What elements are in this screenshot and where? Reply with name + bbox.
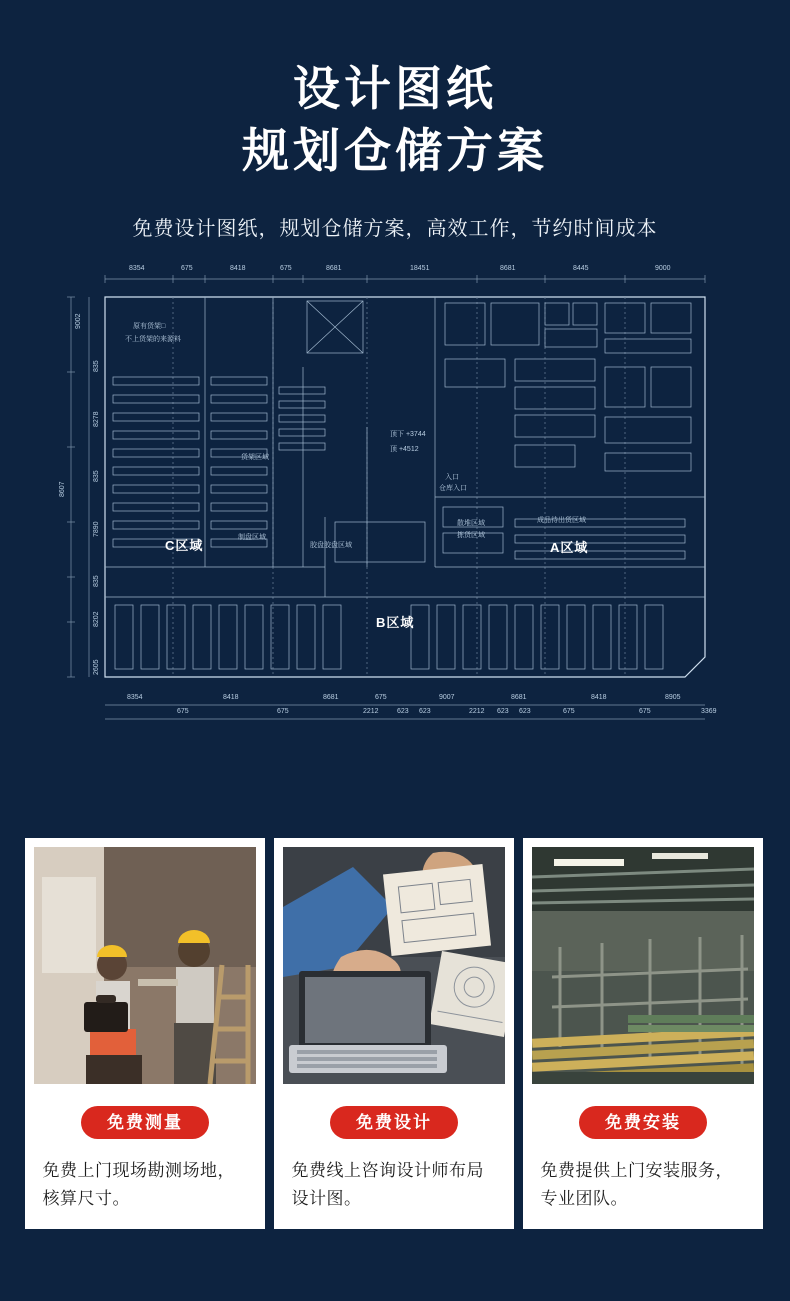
blueprint-dim-bottom-6: 2212 [363,708,379,716]
card-text-measurement: 免费上门现场勘测场地，核算尺寸。 [42,1161,235,1209]
blueprint-dim-bottom-9: 623 [419,708,431,716]
page-subtitle: 免费设计图纸，规划仓储方案，高效工作，节约时间成本 [132,218,658,241]
blueprint-dim-top-4: 675 [280,265,292,273]
blueprint-annotation-ceiling-low: 顶下 +3744 [390,431,426,439]
design-drafting-photo [283,847,505,1084]
blueprint-zone-b: B区域 [376,615,415,631]
blueprint-dim-top-5: 8681 [326,265,342,273]
page-header [0,0,790,241]
blueprint-zone-c: C区域 [165,538,204,554]
blueprint-annotation-rack-area: 货架区域 [241,454,269,462]
blueprint-dim-bottom-18: 8905 [665,694,681,702]
badge-free-measurement[interactable]: 免费测量 [81,1106,209,1139]
blueprint-annotation-warehouse-entrance: 仓库入口 [439,485,467,493]
blueprint-dim-bottom-14: 8681 [511,694,527,702]
blueprint-zone-a: A区域 [550,540,589,556]
blueprint-dim-top-3: 8418 [230,265,246,273]
blueprint-dim-left-5: 835 [93,470,100,483]
blueprint-dim-bottom-17: 675 [639,708,651,716]
blueprint-dim-top-8: 8445 [573,265,589,273]
blueprint-dim-bottom-15: 675 [563,708,575,716]
site-measurement-photo [34,847,256,1084]
installation-warehouse-illustration [532,847,754,1084]
blueprint-annotation-ceiling-high: 顶 +4512 [390,446,419,454]
blueprint-dim-bottom-7: 675 [375,694,387,702]
blueprint-dim-bottom-8: 623 [397,708,409,716]
blueprint-annotation-entrance: 入口 [445,474,459,482]
blueprint-dim-bottom-4: 675 [277,708,289,716]
blueprint-dim-top-6: 18451 [410,265,430,273]
installation-warehouse-photo [532,847,754,1084]
card-text-installation: 免费提供上门安装服务，专业团队。 [540,1161,733,1209]
blueprint-dim-left-2: 835 [93,360,100,373]
blueprint-dim-bottom-5: 8681 [323,694,339,702]
page-title-line-2: 规划仓储方案 [242,124,548,178]
blueprint-dim-left-3: 8278 [93,411,100,428]
site-measurement-illustration [34,847,256,1084]
blueprint-dim-bottom-13: 623 [519,708,531,716]
badge-free-design[interactable]: 免费设计 [330,1106,458,1139]
blueprint-dim-bottom-10: 9007 [439,694,455,702]
blueprint-annotation-glue-pallet-area: 胶盘胶盘区域 [310,542,352,550]
blueprint-dim-bottom-12: 623 [497,708,509,716]
card-text-design: 免费线上咨询设计师布局设计图。 [291,1161,484,1209]
badge-free-installation[interactable]: 免费安装 [579,1106,707,1139]
blueprint-dim-bottom-11: 2212 [469,708,485,716]
page-title-line-1: 设计图纸 [293,62,497,115]
blueprint-dim-bottom-16: 8418 [591,694,607,702]
blueprint-annotation-picking-area: 拣货区域 [457,532,485,540]
service-card-measurement[interactable] [25,838,265,1229]
blueprint-dim-top-7: 8681 [500,265,516,273]
blueprint-dim-top-9: 9000 [655,265,671,273]
blueprint-dim-top-1: 8354 [129,265,145,273]
service-card-list [25,838,765,1229]
blueprint-annotation-non-rack-material: 不上货架的来源料 [125,336,181,344]
blueprint-annotation-pallet-making-area: 制盘区域 [238,534,266,542]
blueprint-dim-left-4: 8607 [59,481,66,498]
blueprint-dim-left-7: 835 [93,575,100,588]
service-card-design[interactable] [274,838,514,1229]
blueprint-dim-bottom-19: 3369 [701,708,717,716]
blueprint-dim-left-1: 9002 [75,313,82,330]
blueprint-dim-left-8: 8202 [93,611,100,628]
blueprint-annotation-existing-rack: 原有货架□ [133,323,166,331]
blueprint-dim-left-6: 7890 [93,521,100,538]
blueprint-annotation-finished-goods-area: 成品待出货区域 [537,517,586,525]
blueprint-annotation-bulk-area: 散堆区域 [457,520,485,528]
blueprint-dim-bottom-3: 8418 [223,694,239,702]
service-card-installation[interactable] [523,838,763,1229]
blueprint-dim-bottom-1: 8354 [127,694,143,702]
blueprint-dim-left-9: 2605 [93,659,100,676]
design-drafting-illustration [283,847,505,1084]
blueprint-dim-top-2: 675 [181,265,193,273]
warehouse-blueprint [45,267,745,737]
blueprint-dim-bottom-2: 675 [177,708,189,716]
